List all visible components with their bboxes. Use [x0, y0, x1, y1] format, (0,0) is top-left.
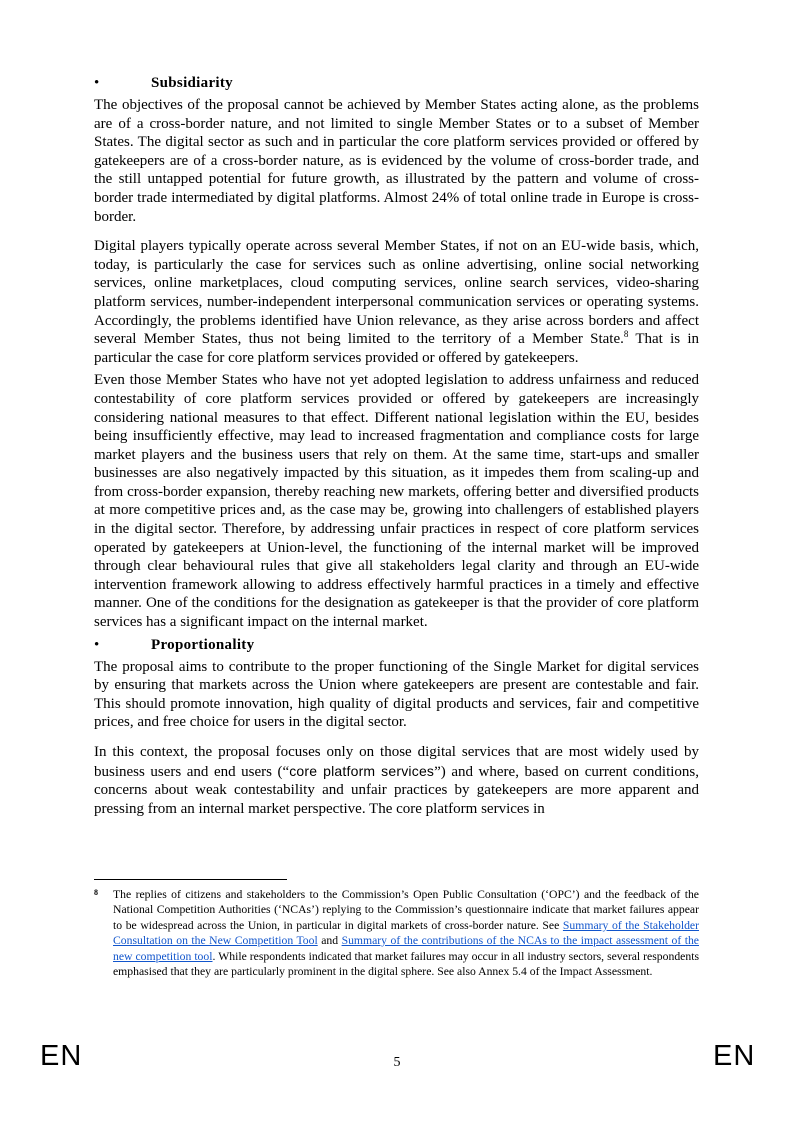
subsidiarity-paragraph-2 [94, 237, 699, 367]
footnote-text-segment: and [317, 934, 342, 948]
section-title: Proportionality [151, 636, 255, 653]
bullet-icon: • [94, 636, 100, 653]
subsidiarity-heading [94, 74, 699, 96]
bullet-icon: • [94, 75, 100, 91]
page-number: 5 [393, 1055, 401, 1070]
proportionality-paragraph-2 [94, 743, 699, 818]
page-body [94, 74, 699, 829]
footnote-text-segment: The replies of citizens and stakeholders to the Commission’s Open Public Consultation (‘OPC’) and the feedback of the National Competition Authorities (‘NCAs’) replying to the Commission’s questionnaire indicate that market failures appear to be widespread across the Union, in particular in digital markets of cross-border nature. See [113, 888, 699, 932]
subsidiarity-paragraph-3: Even those Member States who have not yet adopted legislation to address unfairness and reduced contestability of core platform services provided or offered by gatekeepers are increasingly considering national measures to that effect. Different national legislation within the EU, besides being insufficiently effective, may lead to increased fragmentation and compliance costs for large market players and the business users that rely on them. At the same time, start-ups and smaller businesses are also negatively impacted by this situation, as it impedes them from scaling-up and from cross-border expansion, thereby reaching new markets, offering better and diversified products at more competitive prices and, as the case may be, growing into challengers of established players in the digital sector. Therefore, by addressing unfair practices in respect of core platform services operated by gatekeepers at Union-level, the functioning of the internal market will be improved through clear behavioural rules that give all stakeholders legal clarity and through an EU-wide intervention framework allowing to address effectively harmful practices in a timely and effective manner. One of the conditions for the designation as gatekeeper is that the provider of core platform services has a significant impact on the internal market. [94, 372, 699, 631]
subsidiarity-paragraph-1: The objectives of the proposal cannot be achieved by Member States acting alone, as the problems are of a cross-border nature, and not limited to single Member States or to a subset of Member States. The digital sector as such and in particular the core platform services provided or offered by gatekeepers are of a cross-border nature, as is evidenced by the volume of cross-border trade, and the still untapped potential for future growth, as illustrated by the pattern and volume of cross-border trade intermediated by digital platforms. Almost 24% of total online trade in Europe is cross-border. [94, 97, 699, 225]
footnote-text [113, 887, 699, 979]
stakeholder-consultation-link[interactable]: Summary of the Stakeholder Consultation on the New Competition Tool [113, 918, 700, 948]
footnote [94, 887, 699, 979]
paragraph-text: ”) and where, based on current conditions, concerns about weak contestability and unfair practices by gatekeepers are more apparent and pressing from an internal market perspective. The core platform services in [94, 763, 699, 817]
nca-contributions-link[interactable]: Summary of the contributions of the NCAs to the impact assessment of the new competition tool [113, 934, 699, 963]
paragraph-text: That is in particular the case for core platform services provided or offered by gatekeepers. [94, 331, 699, 366]
language-code-right: EN [713, 1040, 756, 1072]
language-code-left: EN [40, 1040, 83, 1072]
footnote-divider [94, 879, 287, 880]
proportionality-heading [94, 636, 699, 658]
footnote-reference[interactable]: 8 [623, 329, 629, 340]
footnote-mark: 8 [94, 888, 98, 897]
defined-term: core platform services [289, 762, 435, 779]
footnote-text-segment: . While respondents indicated that market failures may occur in all industry sectors, several respondents emphasised that they are particularly prominent in the digital sphere. See also Annex 5.4 of the Impact Assessment. [113, 949, 699, 979]
paragraph-text: In this context, the proposal focuses only on those digital services that are most widely used by business users and end users (“ [94, 744, 699, 780]
proportionality-paragraph-1: The proposal aims to contribute to the proper functioning of the Single Market for digital services by ensuring that markets across the Union where gatekeepers are present are contestable and fair. This should promote innovation, high quality of digital products and services, fair and competitive prices, and free choice for users in the digital sector. [94, 658, 699, 731]
section-title: Subsidiarity [151, 75, 233, 91]
paragraph-text: Digital players typically operate across several Member States, if not on an EU-wide basis, which, today, is particularly the case for services such as online advertising, online social networking services, online marketplaces, cloud computing services, online search services, video-sharing platform services, number-independent interpersonal communication services or operating systems. Accordingly, the problems identified have Union relevance, as they arise across borders and affect several Member States, thus not being limited to the territory of a Member State. [94, 238, 699, 348]
